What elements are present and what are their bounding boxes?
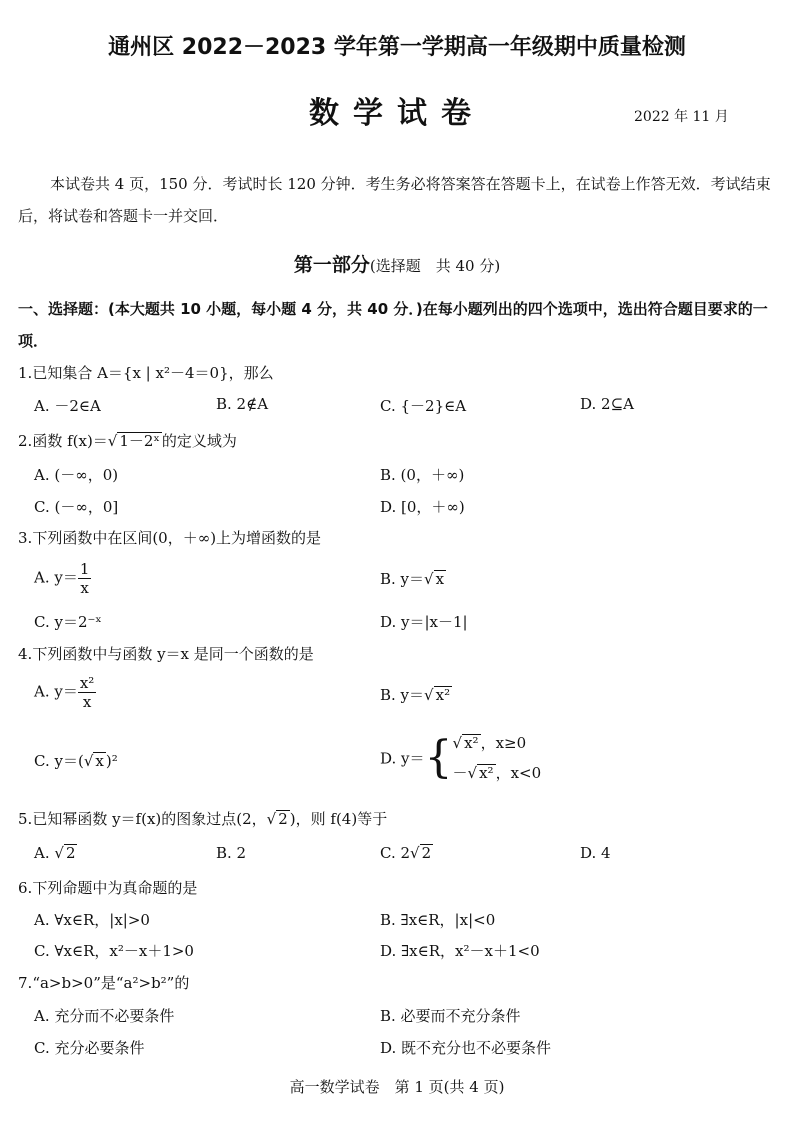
paper-date: 2022 年 11 月 <box>634 109 729 125</box>
q1-option-d: D. 2⊆A <box>580 395 634 413</box>
option-prefix: B. y＝ <box>380 686 425 704</box>
question-stem-prefix: 已知幂函数 y＝f(x)的图象过点(2， <box>32 810 267 828</box>
question-stem-radical: 1－2ˣ <box>119 432 160 450</box>
fraction-numerator: 1 <box>79 560 90 578</box>
radical: x² <box>464 734 479 752</box>
q2-option-a: A. (－∞，0) <box>34 466 119 484</box>
q1-option-b: B. 2∉A <box>216 395 269 413</box>
piecewise-row-2: －√ x² ，x<0 <box>452 764 542 782</box>
question-stem: “a>b>0”是“a²>b²”的 <box>32 974 190 992</box>
q6-option-a: A. ∀x∈R，|x|>0 <box>34 911 150 929</box>
q5-option-c: C. 2√ 2 <box>380 844 432 862</box>
question-number: 5. <box>18 810 33 828</box>
question-6 <box>18 877 197 898</box>
question-5: 5.已知幂函数 y＝f(x)的图象过点(2，√ 2 )，则 f(4)等于 <box>18 810 388 828</box>
q7-option-c: C. 充分必要条件 <box>34 1039 145 1057</box>
question-stem-suffix: 的定义域为 <box>161 432 237 450</box>
question-stem: 下列命题中为真命题的是 <box>32 879 198 897</box>
paper-title: 数学试卷 <box>309 96 485 131</box>
question-stem: 已知集合 A＝{x | x²－4＝0}，那么 <box>32 364 274 382</box>
question-4 <box>18 643 314 664</box>
option-prefix: A. y＝ <box>34 568 78 587</box>
question-number: 6. <box>18 879 33 897</box>
piecewise-condition: ，x≥0 <box>480 734 527 752</box>
q1-option-c: C. {－2}∈A <box>380 397 467 415</box>
q3-option-d: D. y＝|x－1| <box>380 613 468 631</box>
radical: 2 <box>65 844 76 862</box>
option-prefix: B. y＝ <box>380 570 425 588</box>
part-one-note: (选择题 共 40 分) <box>369 257 501 275</box>
q5-option-b: B. 2 <box>216 844 247 862</box>
page-footer: 高一数学试卷 第 1 页(共 4 页) <box>289 1078 505 1096</box>
question-1 <box>18 362 274 383</box>
question-stem: 下列函数中在区间(0，＋∞)上为增函数的是 <box>32 529 322 547</box>
q1-option-a: A. －2∈A <box>34 397 101 415</box>
question-2: 2.函数 f(x)＝√ 1－2ˣ 的定义域为 <box>18 432 237 450</box>
option-prefix: C. y＝( <box>34 752 84 770</box>
radical: x <box>95 752 104 770</box>
q2-option-b: B. (0，＋∞) <box>380 466 465 484</box>
exam-title: 通州区 2022－2023 学年第一学期高一年级期中质量检测 <box>108 35 686 60</box>
fraction-denominator: x <box>80 579 89 597</box>
question-7 <box>18 972 189 993</box>
q6-option-d: D. ∃x∈R，x²－x＋1<0 <box>380 942 540 960</box>
q4-option-c: C. y＝(√ x )² <box>34 752 118 770</box>
q5-option-d: D. 4 <box>580 844 611 862</box>
question-number: 2. <box>18 432 33 450</box>
radical: x² <box>435 686 451 704</box>
fraction-denominator: x <box>82 693 92 711</box>
piecewise-condition: ，x<0 <box>495 764 542 782</box>
question-stem-radical: 2 <box>278 810 288 828</box>
fraction-numerator: x² <box>79 674 95 692</box>
q7-option-d: D. 既不充分也不必要条件 <box>380 1039 552 1057</box>
q3-option-c: C. y＝2⁻ˣ <box>34 613 102 631</box>
question-stem-prefix: 函数 f(x)＝ <box>32 432 108 450</box>
question-stem: 下列函数中与函数 y＝x 是同一个函数的是 <box>32 645 314 663</box>
radical: x² <box>479 764 494 782</box>
piecewise-rows <box>453 728 542 788</box>
question-number: 4. <box>18 645 33 663</box>
q7-option-b: B. 必要而不充分条件 <box>380 1007 521 1025</box>
option-prefix: D. y＝ <box>380 749 425 768</box>
q2-option-d: D. [0，＋∞) <box>380 498 465 516</box>
piecewise-row-1: √ x² ，x≥0 <box>452 734 527 752</box>
part-one-title: 第一部分 <box>293 254 370 276</box>
question-number: 7. <box>18 974 33 992</box>
q3-option-b: B. y＝√ x <box>380 570 445 588</box>
q5-option-a: A. √ 2 <box>34 844 76 862</box>
option-prefix: A. <box>34 844 55 862</box>
piecewise-brace: { <box>424 732 453 783</box>
q4-option-a <box>34 674 96 711</box>
option-prefix: A. y＝ <box>34 682 78 701</box>
piecewise-sign: － <box>452 764 468 782</box>
q6-option-b: B. ∃x∈R，|x|<0 <box>380 911 496 929</box>
option-prefix: C. 2 <box>380 844 411 862</box>
q7-option-a: A. 充分而不必要条件 <box>34 1007 175 1025</box>
q4-option-b: B. y＝√ x² <box>380 686 451 704</box>
question-stem-suffix: )，则 f(4)等于 <box>289 810 388 828</box>
question-3 <box>18 527 321 548</box>
fraction <box>78 674 96 711</box>
fraction <box>78 560 92 597</box>
q6-option-c: C. ∀x∈R，x²－x＋1>0 <box>34 942 194 960</box>
question-number: 1. <box>18 364 33 382</box>
radical: x <box>435 570 445 588</box>
instructions: 本试卷共 4 页，150 分．考试时长 120 分钟．考生务必将答案答在答题卡上，在试卷上作答无效．考试结束后，将试卷和答题卡一并交回． <box>18 175 771 225</box>
question-number: 3. <box>18 529 33 547</box>
q2-option-c: C. (－∞，0] <box>34 498 119 516</box>
option-suffix: )² <box>105 752 118 770</box>
section-one-intro: 一、选择题：(本大题共 10 小题，每小题 4 分，共 40 分．)在每小题列出的四个选项中，选出符合题目要求的一项． <box>18 300 768 350</box>
radical: 2 <box>421 844 432 862</box>
q3-option-a <box>34 560 91 597</box>
part-one-heading <box>0 250 794 277</box>
q4-option-d <box>380 728 541 788</box>
